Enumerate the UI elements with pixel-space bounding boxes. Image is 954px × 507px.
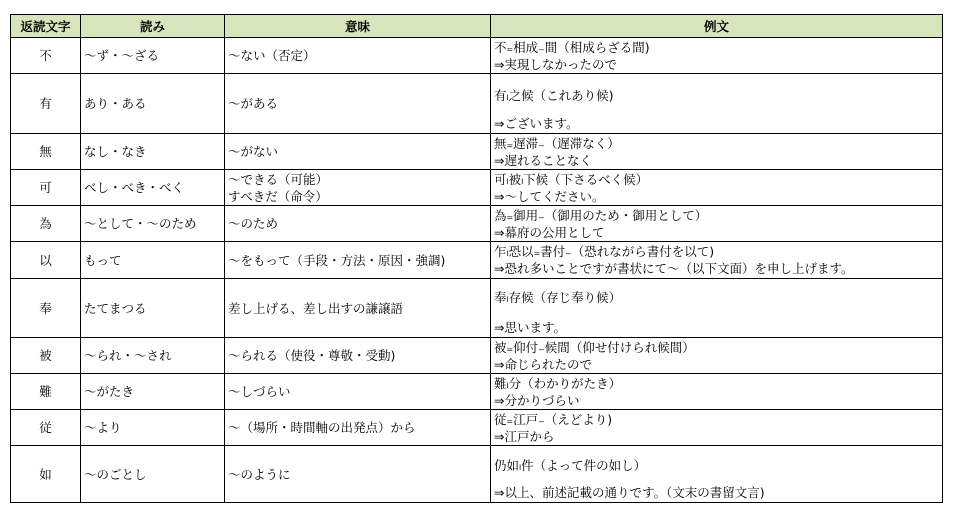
example-original: 従₌江戸₋（えどより) xyxy=(494,412,613,427)
meaning-cell xyxy=(225,134,491,170)
example-original: 仍如ₗ件（よって件の如し） xyxy=(494,458,647,473)
example-translation: ⇒遅れることなく xyxy=(494,153,592,168)
reading-cell: ～ず・～ざる xyxy=(81,38,225,74)
kanji-cell: 為 xyxy=(11,206,81,242)
example-cell xyxy=(491,374,943,410)
example-original: 被₌仰付₋候間（仰せ付けられ候間） xyxy=(494,340,695,355)
meaning-cell xyxy=(225,338,491,374)
example-translation: ⇒ございます。 xyxy=(494,116,579,131)
reading-cell: たてまつる xyxy=(81,279,225,338)
kanji-cell: 被 xyxy=(11,338,81,374)
reading-cell: ～られ・～され xyxy=(81,338,225,374)
meaning-cell xyxy=(225,374,491,410)
reading-cell: ～として・～のため xyxy=(81,206,225,242)
reading-cell: あり・ある xyxy=(81,74,225,134)
meaning-line: 差し上げる、差し出すの謙譲語 xyxy=(228,300,404,316)
reading-cell: ～のごとし xyxy=(81,446,225,503)
kanji-cell: 従 xyxy=(11,410,81,446)
example-cell xyxy=(491,206,943,242)
kaeri-yomi-table xyxy=(10,14,943,503)
example-original: 難ₗ分（わかりがたき） xyxy=(494,376,622,391)
example-translation: ⇒思います。 xyxy=(494,320,566,335)
reading-cell: ～より xyxy=(81,410,225,446)
reading-cell: もって xyxy=(81,242,225,279)
meaning-cell xyxy=(225,410,491,446)
example-translation: ⇒幕府の公用として xyxy=(494,225,605,240)
meaning-line: ～をもって（手段・方法・原因・強調) xyxy=(228,252,446,268)
table-row xyxy=(11,134,943,170)
example-original: 奉ₗ存候（存じ奉り候） xyxy=(494,290,622,305)
meaning-line: ～のように xyxy=(228,466,291,482)
reading-cell: なし・なき xyxy=(81,134,225,170)
meaning-cell xyxy=(225,38,491,74)
meaning-line: ～がある xyxy=(228,96,279,111)
kanji-cell: 奉 xyxy=(11,279,81,338)
kanji-cell: 無 xyxy=(11,134,81,170)
example-original: 有ₗ之候（これあり候) xyxy=(494,88,614,103)
table-row xyxy=(11,410,943,446)
example-original: 不₌相成₋間（相成らざる間) xyxy=(494,40,650,55)
example-translation: ⇒命じられたので xyxy=(494,357,592,372)
meaning-line: ～（場所・時間軸の出発点）から xyxy=(228,420,416,435)
meaning-cell xyxy=(225,74,491,134)
meaning-line: すべきだ（命令） xyxy=(228,189,328,204)
meaning-line: ～られる（使役・尊敬・受動) xyxy=(228,348,396,363)
table-row xyxy=(11,38,943,74)
kanji-cell: 可 xyxy=(11,170,81,206)
header-kanji: 返読文字 xyxy=(11,15,81,38)
table-row xyxy=(11,338,943,374)
header-reading: 読み xyxy=(81,15,225,38)
example-translation: ⇒分かりづらい xyxy=(494,393,580,408)
header-row xyxy=(11,15,943,38)
reading-cell: ～がたき xyxy=(81,374,225,410)
kanji-cell: 以 xyxy=(11,242,81,279)
example-translation: ⇒以上、前述記載の通りです。（文末の書留文言) xyxy=(494,485,765,500)
meaning-cell xyxy=(225,206,491,242)
table-row xyxy=(11,374,943,410)
example-cell xyxy=(491,134,943,170)
kanji-cell: 如 xyxy=(11,446,81,503)
table-row xyxy=(11,279,943,338)
table-row xyxy=(11,74,943,134)
table-row xyxy=(11,242,943,279)
meaning-line: ～がない xyxy=(228,144,279,159)
meaning-cell xyxy=(225,279,491,338)
example-cell xyxy=(491,74,943,134)
reading-cell: べし・べき・べく xyxy=(81,170,225,206)
example-original: 無₌遅滞₋（遅滞なく） xyxy=(494,136,620,151)
meaning-line: ～ない（否定） xyxy=(228,48,316,63)
meaning-cell xyxy=(225,242,491,279)
meaning-line: ～のため xyxy=(228,216,279,231)
kanji-cell: 不 xyxy=(11,38,81,74)
example-original: 乍ₗ恐以₌書付₋（恐れながら書付を以て) xyxy=(494,244,715,259)
table-row xyxy=(11,446,943,503)
example-cell xyxy=(491,338,943,374)
example-translation: ⇒～してください。 xyxy=(494,189,605,204)
example-cell xyxy=(491,242,943,279)
table-row xyxy=(11,170,943,206)
meaning-line: ～しづらい xyxy=(228,384,291,399)
table-row xyxy=(11,206,943,242)
kanji-cell: 有 xyxy=(11,74,81,134)
example-cell xyxy=(491,279,943,338)
header-example: 例文 xyxy=(491,15,943,38)
meaning-cell xyxy=(225,170,491,206)
header-meaning: 意味 xyxy=(225,15,491,38)
example-cell xyxy=(491,446,943,503)
example-translation: ⇒恐れ多いことですが書状にて～（以下文面）を申し上げます。 xyxy=(494,261,854,276)
example-original: 為₌御用₋（御用のため・御用として） xyxy=(494,208,708,223)
example-cell xyxy=(491,38,943,74)
example-translation: ⇒江戸から xyxy=(494,429,555,444)
example-cell xyxy=(491,170,943,206)
example-original: 可ₗ被ₗ下候（下さるべく候） xyxy=(494,172,649,187)
meaning-cell xyxy=(225,446,491,503)
example-translation: ⇒実現しなかったので xyxy=(494,57,617,72)
meaning-line: ～できる（可能） xyxy=(228,172,329,187)
kanji-cell: 難 xyxy=(11,374,81,410)
example-cell xyxy=(491,410,943,446)
